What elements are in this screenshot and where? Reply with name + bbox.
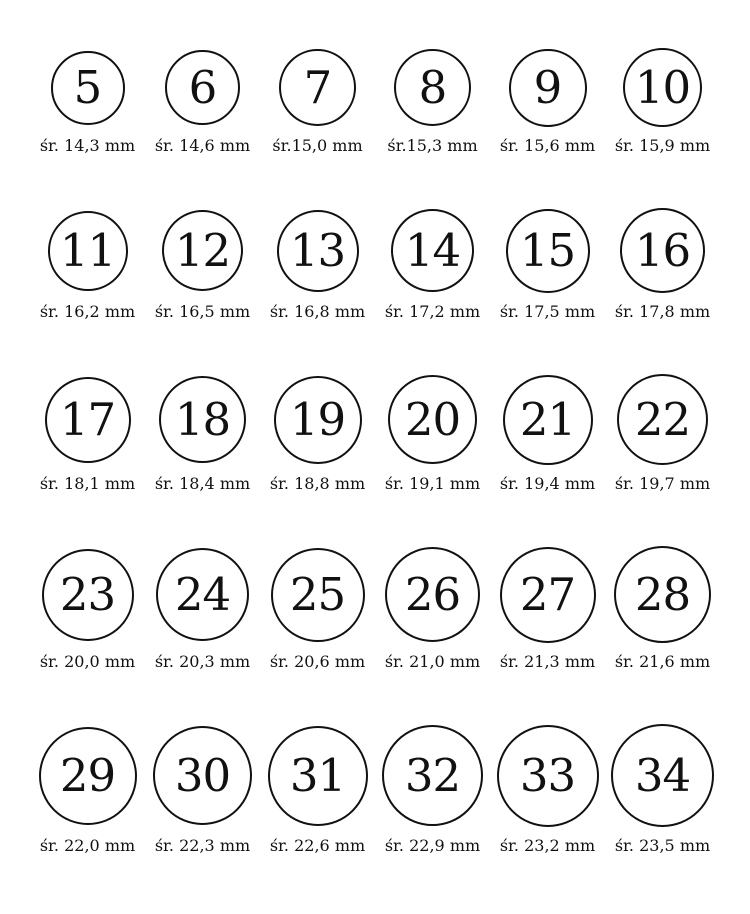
diameter-label: śr. 14,6 mm [154,136,251,155]
ring-size-cell [145,724,260,856]
ring-circle [497,725,599,827]
ring-size-number: 14 [404,224,461,277]
ring-size-cell [30,374,145,494]
diameter-label: śr. 22,6 mm [269,836,366,855]
ring-size-cell [490,546,605,672]
ring-circle [159,376,246,463]
ring-size-row [30,724,720,856]
ring-size-cell [375,374,490,494]
ring-size-number: 31 [289,749,346,802]
ring-size-number: 9 [533,61,562,114]
ring-size-number: 20 [404,393,461,446]
ring-size-cell [30,724,145,856]
diameter-label: śr. 20,0 mm [39,652,136,671]
circle-box [620,208,705,293]
ring-size-number: 17 [59,393,116,446]
circle-box [617,374,708,465]
circle-box [614,546,711,643]
ring-size-number: 24 [174,568,231,621]
ring-size-number: 12 [174,224,231,277]
ring-size-cell [30,48,145,156]
ring-size-number: 19 [289,393,346,446]
ring-size-number: 18 [174,393,231,446]
circle-box [623,48,702,127]
diameter-label: śr.15,0 mm [272,136,363,155]
diameter-label: śr. 22,0 mm [39,836,136,855]
ring-circle [500,547,596,643]
ring-size-cell [605,48,720,156]
ring-size-number: 21 [519,393,576,446]
ring-size-number: 26 [404,568,461,621]
ring-size-number: 29 [59,749,116,802]
diameter-label: śr. 23,5 mm [614,836,711,855]
diameter-label: śr. 21,0 mm [384,652,481,671]
diameter-label: śr. 22,3 mm [154,836,251,855]
ring-size-number: 32 [404,749,461,802]
ring-size-number: 13 [289,224,346,277]
ring-circle [385,547,480,642]
ring-circle [48,211,128,291]
circle-box [382,724,483,827]
ring-size-cell [30,546,145,672]
ring-circle [162,210,243,291]
ring-size-number: 34 [634,749,691,802]
ring-circle [623,48,702,127]
circle-box [39,724,137,827]
ring-size-row [30,48,720,156]
ring-size-number: 30 [174,749,231,802]
ring-circle [279,49,356,126]
ring-size-cell [490,48,605,156]
ring-size-cell [490,724,605,856]
ring-circle [45,377,131,463]
ring-circle [271,548,365,642]
circle-box [162,208,243,293]
circle-box [385,546,480,643]
ring-circle [391,209,474,292]
circle-box [42,546,134,643]
circle-box [500,546,596,643]
diameter-label: śr. 20,6 mm [269,652,366,671]
ring-circle [277,210,359,292]
diameter-label: śr. 15,6 mm [499,136,596,155]
ring-circle [503,375,593,465]
ring-size-cell [260,374,375,494]
circle-box [268,724,368,827]
diameter-label: śr. 21,3 mm [499,652,596,671]
diameter-label: śr. 17,8 mm [614,302,711,321]
ring-size-number: 23 [59,568,116,621]
ring-size-cell [145,208,260,322]
diameter-label: śr.15,3 mm [387,136,478,155]
ring-circle [506,209,590,293]
ring-circle [156,548,249,641]
ring-circle [274,376,362,464]
ring-circle [165,50,240,125]
ring-size-number: 15 [519,224,576,277]
ring-size-cell [375,546,490,672]
ring-size-number: 6 [188,61,217,114]
ring-circle [39,727,137,825]
ring-size-cell [260,546,375,672]
circle-box [506,208,590,293]
diameter-label: śr. 18,4 mm [154,474,251,493]
circle-box [279,48,356,127]
ring-circle [509,49,587,127]
ring-size-number: 8 [418,61,447,114]
ring-size-cell [145,48,260,156]
diameter-label: śr. 17,2 mm [384,302,481,321]
circle-box [394,48,471,127]
ring-size-number: 7 [303,61,332,114]
circle-box [45,374,131,465]
ring-circle [617,374,708,465]
ring-size-cell [30,208,145,322]
ring-size-cell [605,374,720,494]
ring-size-row [30,546,720,672]
ring-size-row [30,208,720,322]
diameter-label: śr. 19,4 mm [499,474,596,493]
circle-box [509,48,587,127]
ring-size-number: 10 [634,61,691,114]
ring-size-number: 22 [634,393,691,446]
circle-box [277,208,359,293]
ring-size-row [30,374,720,494]
diameter-label: śr. 18,1 mm [39,474,136,493]
diameter-label: śr. 23,2 mm [499,836,596,855]
ring-size-cell [260,724,375,856]
ring-circle [394,49,471,126]
ring-size-cell [145,546,260,672]
diameter-label: śr. 19,7 mm [614,474,711,493]
ring-size-number: 5 [73,61,102,114]
ring-size-cell [605,546,720,672]
circle-box [391,208,474,293]
diameter-label: śr. 16,5 mm [154,302,251,321]
ring-size-cell [260,208,375,322]
ring-circle [611,724,714,827]
diameter-label: śr. 14,3 mm [39,136,136,155]
ring-size-number: 28 [634,568,691,621]
ring-circle [388,375,477,464]
ring-size-cell [490,208,605,322]
ring-size-cell [375,48,490,156]
diameter-label: śr. 21,6 mm [614,652,711,671]
circle-box [159,374,246,465]
diameter-label: śr. 20,3 mm [154,652,251,671]
circle-box [271,546,365,643]
circle-box [48,208,128,293]
diameter-label: śr. 18,8 mm [269,474,366,493]
ring-size-number: 16 [634,224,691,277]
ring-circle [382,725,483,826]
ring-size-cell [375,208,490,322]
circle-box [153,724,252,827]
ring-size-cell [375,724,490,856]
circle-box [274,374,362,465]
diameter-label: śr. 15,9 mm [614,136,711,155]
ring-circle [153,726,252,825]
ring-circle [51,51,125,125]
ring-circle [268,726,368,826]
ring-size-cell [490,374,605,494]
diameter-label: śr. 16,8 mm [269,302,366,321]
diameter-label: śr. 17,5 mm [499,302,596,321]
circle-box [497,724,599,827]
circle-box [503,374,593,465]
ring-size-cell [260,48,375,156]
diameter-label: śr. 16,2 mm [39,302,136,321]
ring-size-number: 33 [519,749,576,802]
circle-box [611,724,714,827]
diameter-label: śr. 19,1 mm [384,474,481,493]
ring-size-cell [605,724,720,856]
ring-circle [614,546,711,643]
circle-box [165,48,240,127]
ring-circle [620,208,705,293]
ring-size-cell [605,208,720,322]
circle-box [51,48,125,127]
ring-size-number: 27 [519,568,576,621]
ring-size-cell [145,374,260,494]
circle-box [388,374,477,465]
ring-circle [42,549,134,641]
ring-size-number: 11 [59,224,116,277]
ring-size-number: 25 [289,568,346,621]
circle-box [156,546,249,643]
diameter-label: śr. 22,9 mm [384,836,481,855]
